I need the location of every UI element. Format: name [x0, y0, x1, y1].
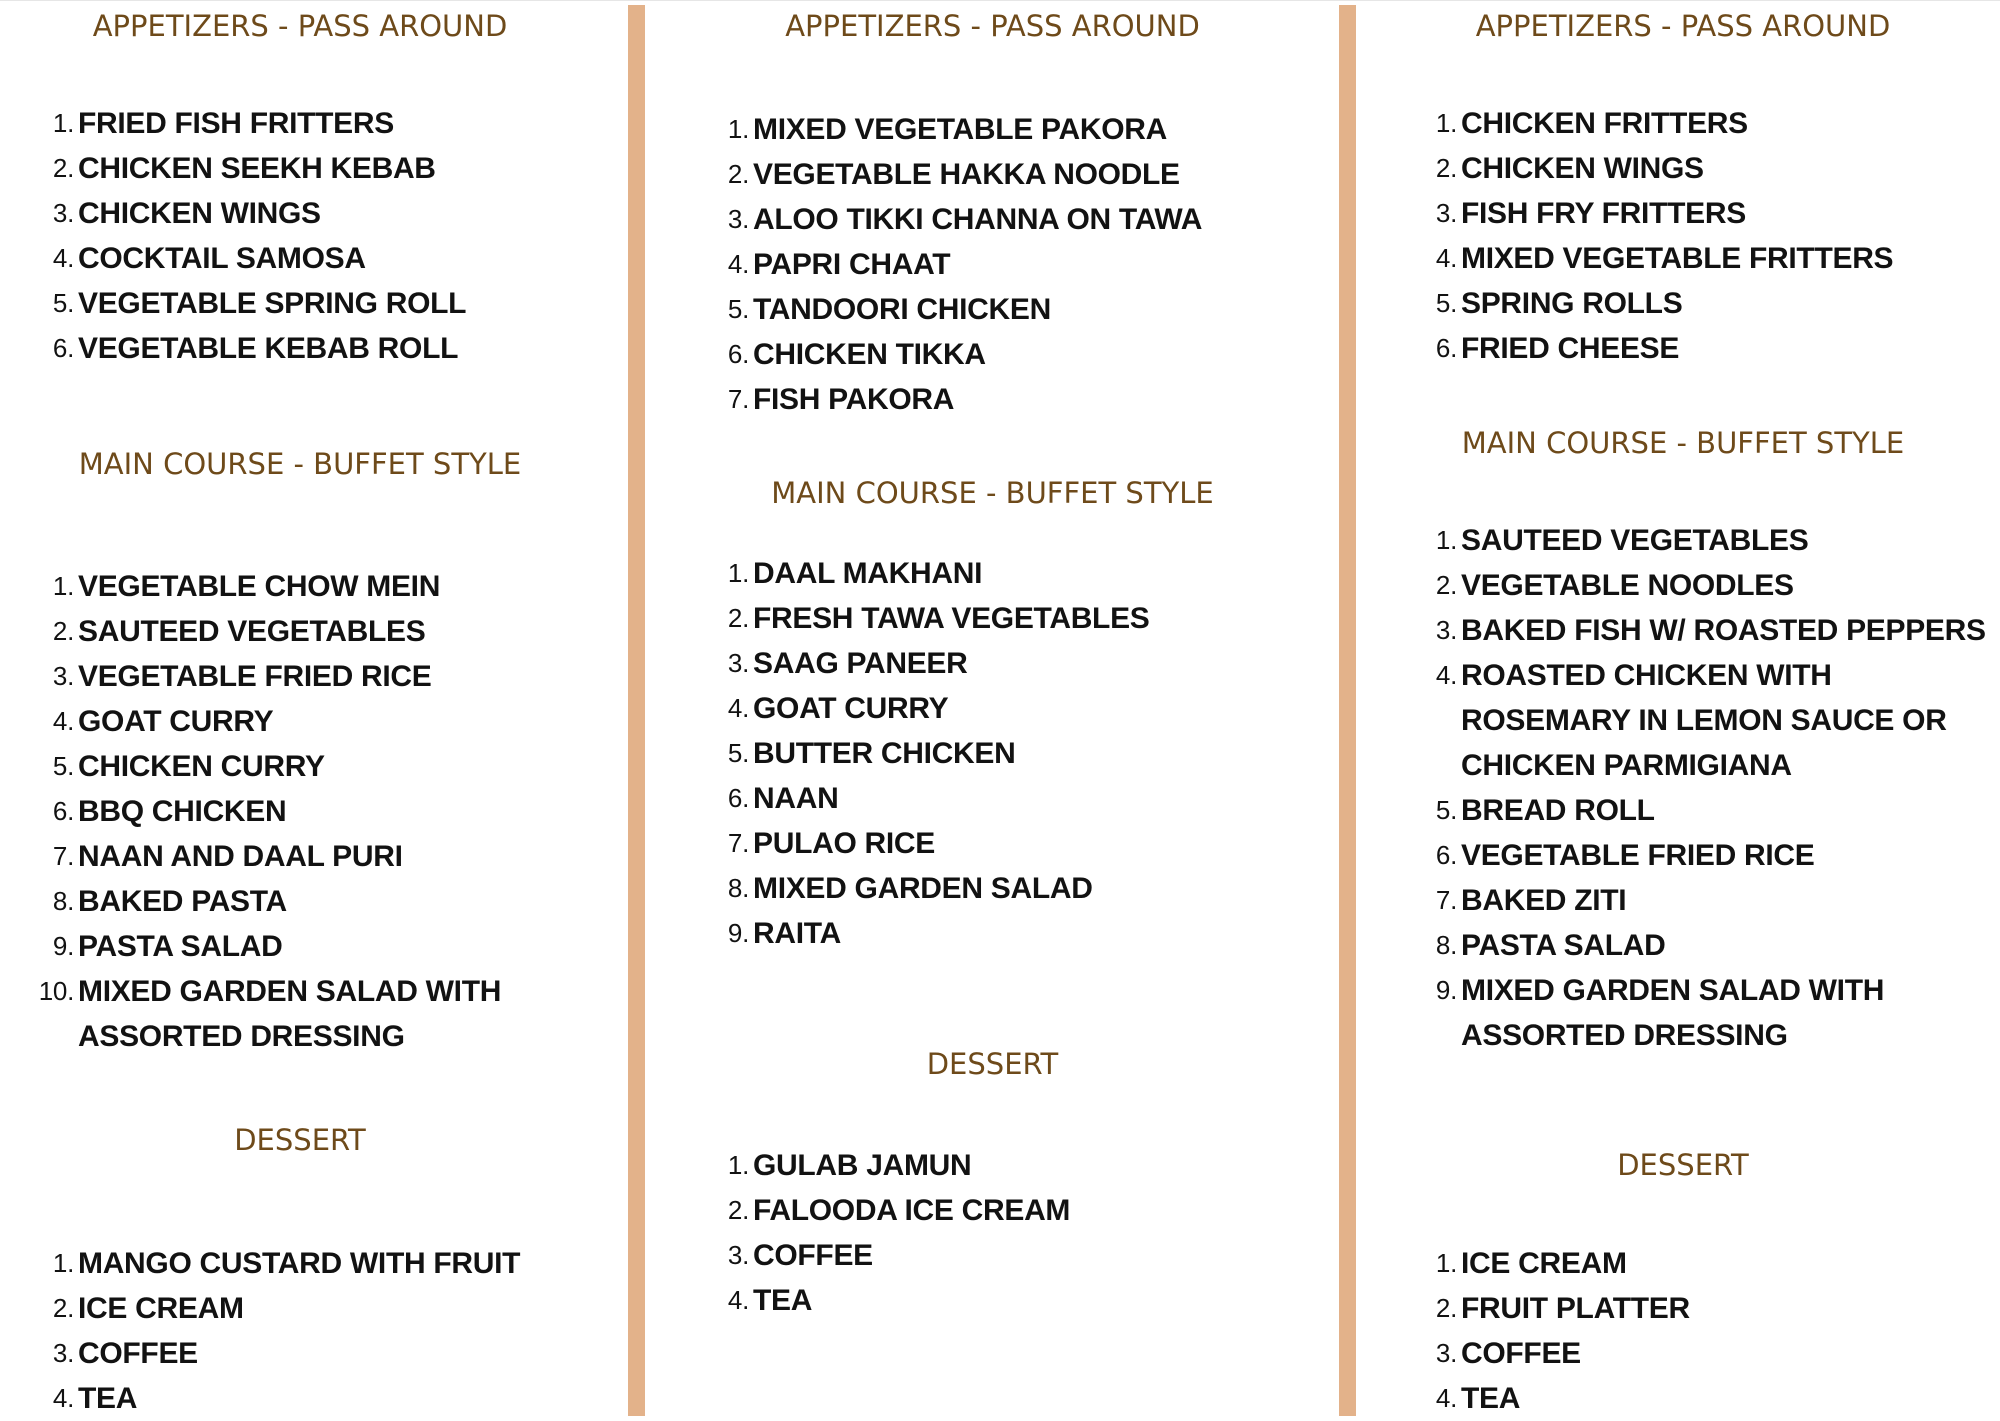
menu-item [28, 744, 501, 789]
menu-item [1411, 1241, 1690, 1286]
menu-item [28, 101, 466, 146]
menu-item-text: FISH FRY FRITTERS [1461, 197, 1746, 230]
menu-item-text: MIXED GARDEN SALAD WITH [1461, 974, 1885, 1007]
menu-item [28, 1376, 520, 1421]
menu-item [703, 242, 1202, 287]
menu-item-text: FRIED FISH FRITTERS [78, 107, 394, 140]
menu-item [703, 776, 1150, 821]
menu-item-text: GOAT CURRY [78, 705, 274, 738]
menu-item-number: 4. [1435, 660, 1457, 690]
menu-item-text: CHICKEN TIKKA [753, 338, 986, 371]
menu-item [703, 866, 1150, 911]
menu-item [28, 969, 501, 1014]
menu-item-text: VEGETABLE HAKKA NOODLE [753, 158, 1180, 191]
menu-item-text: VEGETABLE KEBAB ROLL [78, 332, 459, 365]
menu-item-text: ICE CREAM [1461, 1247, 1627, 1280]
menu-item-number: 4. [52, 706, 74, 736]
menu-item-text: BAKED PASTA [78, 885, 287, 918]
menu-item-number: 1. [1435, 108, 1457, 138]
dessert-heading: DESSERT [926, 1047, 1059, 1081]
menu-item-number: 1. [727, 558, 749, 588]
menu-item-text: MIXED GARDEN SALAD [753, 872, 1093, 905]
menu-item-text: DAAL MAKHANI [753, 557, 983, 590]
menu-item-number: 9. [52, 931, 74, 961]
menu-item [28, 789, 501, 834]
menu-item-text: CHICKEN SEEKH KEBAB [78, 152, 436, 185]
menu-item-number: 6. [1435, 333, 1457, 363]
menu-item [703, 911, 1150, 956]
dessert-list [28, 1241, 520, 1421]
menu-item [703, 107, 1202, 152]
dessert-list [1411, 1241, 1690, 1421]
menu-item-text: FRESH TAWA VEGETABLES [753, 602, 1150, 635]
menu-item-text: CHICKEN CURRY [78, 750, 325, 783]
menu-item [1411, 1331, 1690, 1376]
menu-item-number: 5. [727, 738, 749, 768]
menu-item-number: 7. [727, 828, 749, 858]
menu-item-text: MIXED GARDEN SALAD WITH [78, 975, 502, 1008]
menu-item [1411, 923, 1986, 968]
menu-item-number: 4. [727, 1285, 749, 1315]
menu-item [703, 377, 1202, 422]
menu-item-number: 9. [1435, 975, 1457, 1005]
menu-item-number: 5. [1435, 795, 1457, 825]
menu-item-number: 2. [1435, 570, 1457, 600]
menu-item [28, 191, 466, 236]
menu-item-number: 2. [727, 1195, 749, 1225]
menu-item [1411, 191, 1893, 236]
column-divider-2 [1339, 5, 1356, 1416]
menu-item-number: 4. [52, 1383, 74, 1413]
menu-item [1411, 563, 1986, 608]
dessert-heading: DESSERT [1617, 1148, 1749, 1182]
menu-item-number: 3. [1435, 1338, 1457, 1368]
menu-item [703, 1188, 1070, 1233]
menu-item [1411, 743, 1986, 788]
menu-item-text: COFFEE [78, 1337, 198, 1370]
appetizers-heading: APPETIZERS - PASS AROUND [1475, 9, 1891, 43]
menu-item [703, 197, 1202, 242]
menu-item-number: 2. [727, 603, 749, 633]
menu-item-text: ALOO TIKKI CHANNA ON TAWA [753, 203, 1203, 236]
menu-item [28, 1331, 520, 1376]
menu-item-number: 9. [727, 918, 749, 948]
menu-item [1411, 1013, 1986, 1058]
menu-item [703, 821, 1150, 866]
dessert-list [703, 1143, 1070, 1323]
menu-item-number: 1. [52, 571, 74, 601]
menu-column-3 [1383, 0, 1986, 1416]
menu-item-number: 1. [1435, 525, 1457, 555]
menu-item-text: BAKED FISH W/ ROASTED PEPPERS [1461, 614, 1986, 647]
menu-item [1411, 281, 1893, 326]
menu-item-number: 5. [52, 288, 74, 318]
menu-item-text: TEA [78, 1382, 138, 1415]
menu-item-number: 3. [52, 198, 74, 228]
menu-item [1411, 146, 1893, 191]
menu-item [28, 326, 466, 371]
main-course-list [1411, 518, 1986, 1058]
menu-item [28, 146, 466, 191]
menu-item [1411, 878, 1986, 923]
menu-item-text: BAKED ZITI [1461, 884, 1627, 917]
menu-item [1411, 518, 1986, 563]
appetizers-list [28, 101, 466, 371]
menu-item-number: 3. [727, 648, 749, 678]
menu-item-number: 2. [727, 159, 749, 189]
menu-item [703, 287, 1202, 332]
menu-item-number: 3. [1435, 198, 1457, 228]
menu-item-number: 1. [52, 108, 74, 138]
menu-item-text: GULAB JAMUN [753, 1149, 972, 1182]
menu-item [1411, 1376, 1690, 1421]
menu-item-text: VEGETABLE SPRING ROLL [78, 287, 467, 320]
menu-item-number: 3. [52, 661, 74, 691]
menu-item-number: 5. [1435, 288, 1457, 318]
menu-item-text: CHICKEN PARMIGIANA [1461, 749, 1792, 782]
menu-item-text: NAAN [753, 782, 839, 815]
main-course-list [703, 551, 1150, 956]
appetizers-list [703, 107, 1202, 422]
menu-item-number: 8. [52, 886, 74, 916]
menu-item [1411, 833, 1986, 878]
menu-item-text: ROSEMARY IN LEMON SAUCE OR [1461, 704, 1947, 737]
menu-item-number: 2. [1435, 153, 1457, 183]
main-course-heading: MAIN COURSE - BUFFET STYLE [78, 447, 522, 481]
menu-item-number: 4. [1435, 243, 1457, 273]
menu-item [28, 609, 501, 654]
main-course-list [28, 564, 501, 1059]
menu-item-number: 3. [727, 1240, 749, 1270]
menu-item-text: GOAT CURRY [753, 692, 949, 725]
menu-item-number: 4. [727, 693, 749, 723]
menu-item-text: VEGETABLE CHOW MEIN [78, 570, 441, 603]
menu-item [1411, 653, 1986, 698]
menu-column-1 [0, 0, 600, 1416]
menu-item-number: 3. [52, 1338, 74, 1368]
menu-item [1411, 788, 1986, 833]
menu-column-2 [690, 0, 1295, 1416]
menu-item [28, 1241, 520, 1286]
menu-item-text: PAPRI CHAAT [753, 248, 951, 281]
menu-item-text: PASTA SALAD [78, 930, 283, 963]
menu-item-text: FISH PAKORA [753, 383, 955, 416]
menu-item [703, 641, 1150, 686]
menu-item [28, 1014, 501, 1059]
menu-item-number: 5. [52, 751, 74, 781]
appetizers-heading: APPETIZERS - PASS AROUND [785, 9, 1200, 43]
menu-item [703, 1278, 1070, 1323]
menu-item-text: ICE CREAM [78, 1292, 244, 1325]
menu-item [703, 332, 1202, 377]
menu-item-text: BBQ CHICKEN [78, 795, 287, 828]
menu-item-text: COCKTAIL SAMOSA [78, 242, 366, 275]
menu-item-text: TEA [1461, 1382, 1521, 1415]
menu-item-number: 4. [1435, 1383, 1457, 1413]
menu-item-text: VEGETABLE FRIED RICE [1461, 839, 1815, 872]
menu-item [28, 564, 501, 609]
menu-item-number: 7. [727, 384, 749, 414]
menu-item-text: ROASTED CHICKEN WITH [1461, 659, 1832, 692]
menu-item-number: 8. [727, 873, 749, 903]
menu-item-number: 5. [727, 294, 749, 324]
menu-item [28, 834, 501, 879]
menu-item [1411, 236, 1893, 281]
menu-item-text: FRIED CHEESE [1461, 332, 1680, 365]
menu-item-text: COFFEE [753, 1239, 873, 1272]
menu-item-number: 10. [38, 976, 74, 1006]
main-course-heading: MAIN COURSE - BUFFET STYLE [1461, 426, 1905, 460]
main-course-heading: MAIN COURSE - BUFFET STYLE [771, 476, 1214, 510]
menu-item [1411, 101, 1893, 146]
menu-item [703, 551, 1150, 596]
menu-item-number: 4. [52, 243, 74, 273]
menu-item-text: VEGETABLE FRIED RICE [78, 660, 432, 693]
menu-item [28, 879, 501, 924]
menu-item-text: SAUTEED VEGETABLES [1461, 524, 1809, 557]
menu-item-number: 2. [52, 616, 74, 646]
menu-item-text: COFFEE [1461, 1337, 1581, 1370]
menu-item [703, 596, 1150, 641]
menu-item-text: CHICKEN WINGS [1461, 152, 1704, 185]
menu-item [28, 236, 466, 281]
menu-item-text: SAAG PANEER [753, 647, 968, 680]
menu-item [28, 1286, 520, 1331]
menu-item [703, 152, 1202, 197]
column-divider-1 [628, 5, 645, 1416]
menu-item [703, 686, 1150, 731]
menu-item-number: 6. [52, 796, 74, 826]
menu-item-text: ASSORTED DRESSING [78, 1020, 405, 1053]
menu-item-text: SPRING ROLLS [1461, 287, 1683, 320]
menu-item-number: 7. [52, 841, 74, 871]
menu-item-text: TEA [753, 1284, 813, 1317]
menu-item-number: 4. [727, 249, 749, 279]
menu-item [1411, 1286, 1690, 1331]
menu-item-number: 7. [1435, 885, 1457, 915]
menu-item-text: NAAN AND DAAL PURI [78, 840, 403, 873]
menu-item-number: 6. [727, 339, 749, 369]
menu-item [703, 1143, 1070, 1188]
menu-item-text: CHICKEN WINGS [78, 197, 321, 230]
menu-item-number: 6. [1435, 840, 1457, 870]
menu-item-number: 8. [1435, 930, 1457, 960]
menu-item-number: 6. [727, 783, 749, 813]
menu-item-number: 1. [1435, 1248, 1457, 1278]
menu-item-text: PULAO RICE [753, 827, 936, 860]
menu-item-text: RAITA [753, 917, 841, 950]
menu-item-text: MIXED VEGETABLE PAKORA [753, 113, 1167, 146]
menu-item [28, 699, 501, 744]
menu-item [28, 924, 501, 969]
menu-item-text: ASSORTED DRESSING [1461, 1019, 1788, 1052]
menu-item-number: 1. [52, 1248, 74, 1278]
menu-item [1411, 968, 1986, 1013]
menu-item-text: BREAD ROLL [1461, 794, 1655, 827]
menu-item [1411, 608, 1986, 653]
menu-item-number: 2. [52, 1293, 74, 1323]
appetizers-list [1411, 101, 1893, 371]
menu-item [28, 654, 501, 699]
menu-item-number: 6. [52, 333, 74, 363]
menu-item-text: MIXED VEGETABLE FRITTERS [1461, 242, 1894, 275]
menu-item [28, 281, 466, 326]
menu-item [1411, 326, 1893, 371]
menu-item-text: CHICKEN FRITTERS [1461, 107, 1748, 140]
menu-item-text: FRUIT PLATTER [1461, 1292, 1690, 1325]
menu-item-text: MANGO CUSTARD WITH FRUIT [78, 1247, 521, 1280]
menu-item-number: 2. [1435, 1293, 1457, 1323]
menu-item-text: TANDOORI CHICKEN [753, 293, 1051, 326]
menu-item [703, 731, 1150, 776]
appetizers-heading: APPETIZERS - PASS AROUND [92, 9, 508, 43]
menu-item-number: 2. [52, 153, 74, 183]
menu-item-text: SAUTEED VEGETABLES [78, 615, 426, 648]
menu-item-text: VEGETABLE NOODLES [1461, 569, 1794, 602]
menu-item-number: 1. [727, 114, 749, 144]
menu-item-text: BUTTER CHICKEN [753, 737, 1016, 770]
dessert-heading: DESSERT [234, 1123, 366, 1157]
menu-item [703, 1233, 1070, 1278]
menu-item-number: 3. [1435, 615, 1457, 645]
menu-item-number: 1. [727, 1150, 749, 1180]
menu-item-text: PASTA SALAD [1461, 929, 1666, 962]
menu-item-text: FALOODA ICE CREAM [753, 1194, 1071, 1227]
menu-item-number: 3. [727, 204, 749, 234]
menu-item [1411, 698, 1986, 743]
